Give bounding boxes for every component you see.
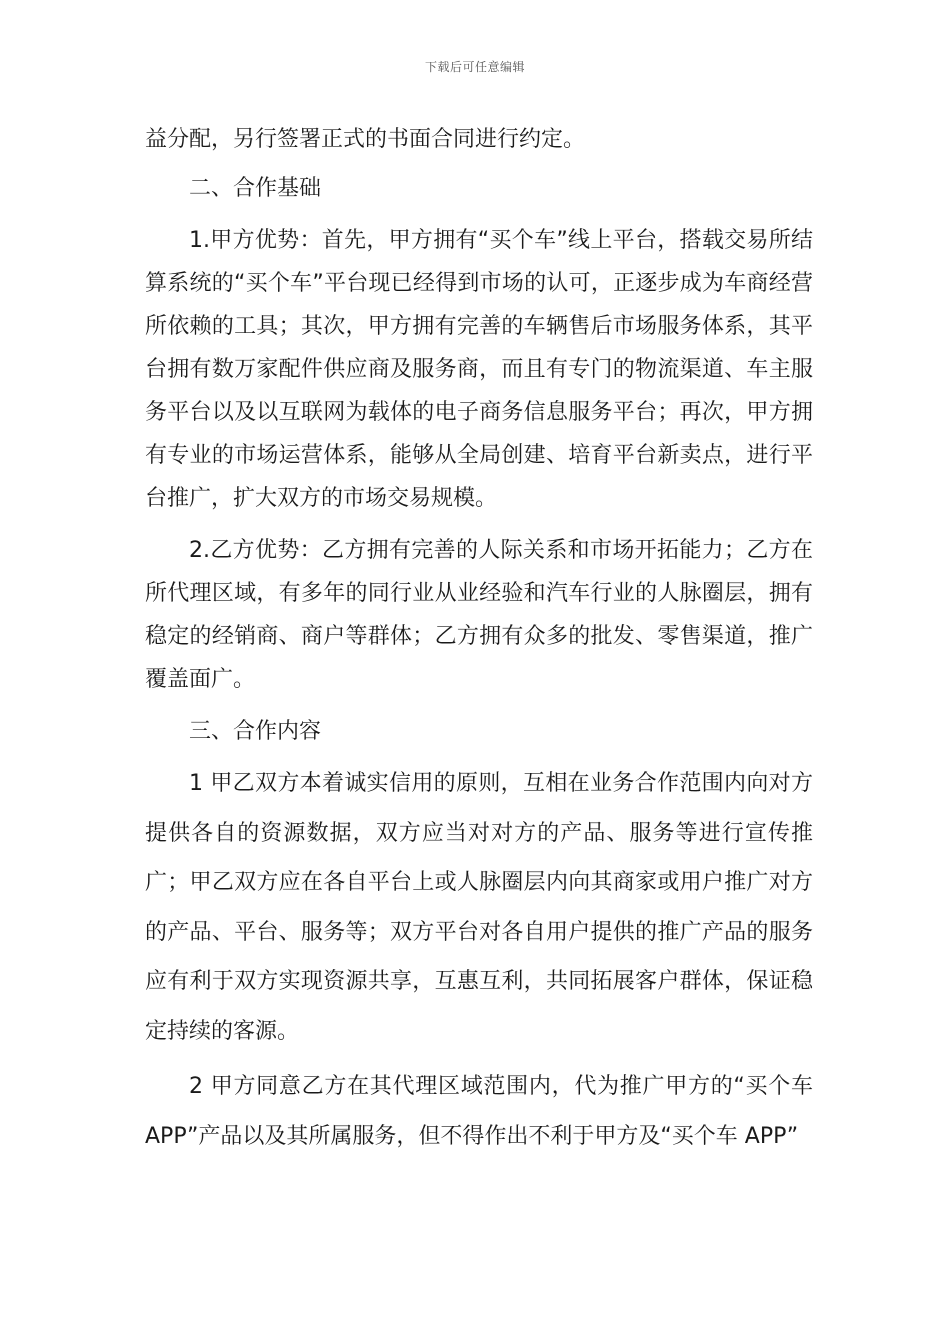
paragraph-continuation: 益分配，另行签署正式的书面合同进行约定。 <box>145 127 586 152</box>
paragraph-content-item-2: 2 甲方同意乙方在其代理区域范围内，代为推广甲方的“买个车 APP”产品以及其所属服务，但不得作出不利于甲方及“买个车 APP” <box>145 1074 813 1149</box>
document-body <box>145 118 813 1161</box>
paragraph-party-b-advantages: 2.乙方优势：乙方拥有完善的人际关系和市场开拓能力；乙方在所代理区域，有多年的同行业从业经验和汽车行业的人脉圈层，拥有稳定的经销商、商户等群体；乙方拥有众多的批发、零售渠道，推广覆盖面广。 <box>145 538 813 692</box>
section-heading-cooperation-basis: 二、合作基础 <box>189 176 322 201</box>
page-header: 下载后可任意编辑 <box>424 60 525 74</box>
paragraph-party-a-advantages: 1.甲方优势：首先，甲方拥有“买个车”线上平台，搭载交易所结算系统的“买个车”平台现已经得到市场的认可，正逐步成为车商经营所依赖的工具；其次，甲方拥有完善的车辆售后市场服务体系，其平台拥有数万家配件供应商及服务商，而且有专门的物流渠道、车主服务平台以及以互联网为载体的电子商务信息服务平台；再次，甲方拥有专业的市场运营体系，能够从全局创建、培育平台新卖点，进行平台推广，扩大双方的市场交易规模。 <box>145 228 813 511</box>
section-heading-cooperation-content: 三、合作内容 <box>189 719 322 744</box>
paragraph-content-item-1: 1 甲乙双方本着诚实信用的原则，互相在业务合作范围内向对方提供各自的资源数据，双方应当对对方的产品、服务等进行宣传推广；甲乙双方应在各自平台上或人脉圈层内向其商家或用户推广对方的产品、平台、服务等；双方平台对各自用户提供的推广产品的服务应有利于双方实现资源共享，互惠互利，共同拓展客户群体，保证稳定持续的客源。 <box>145 771 813 1044</box>
